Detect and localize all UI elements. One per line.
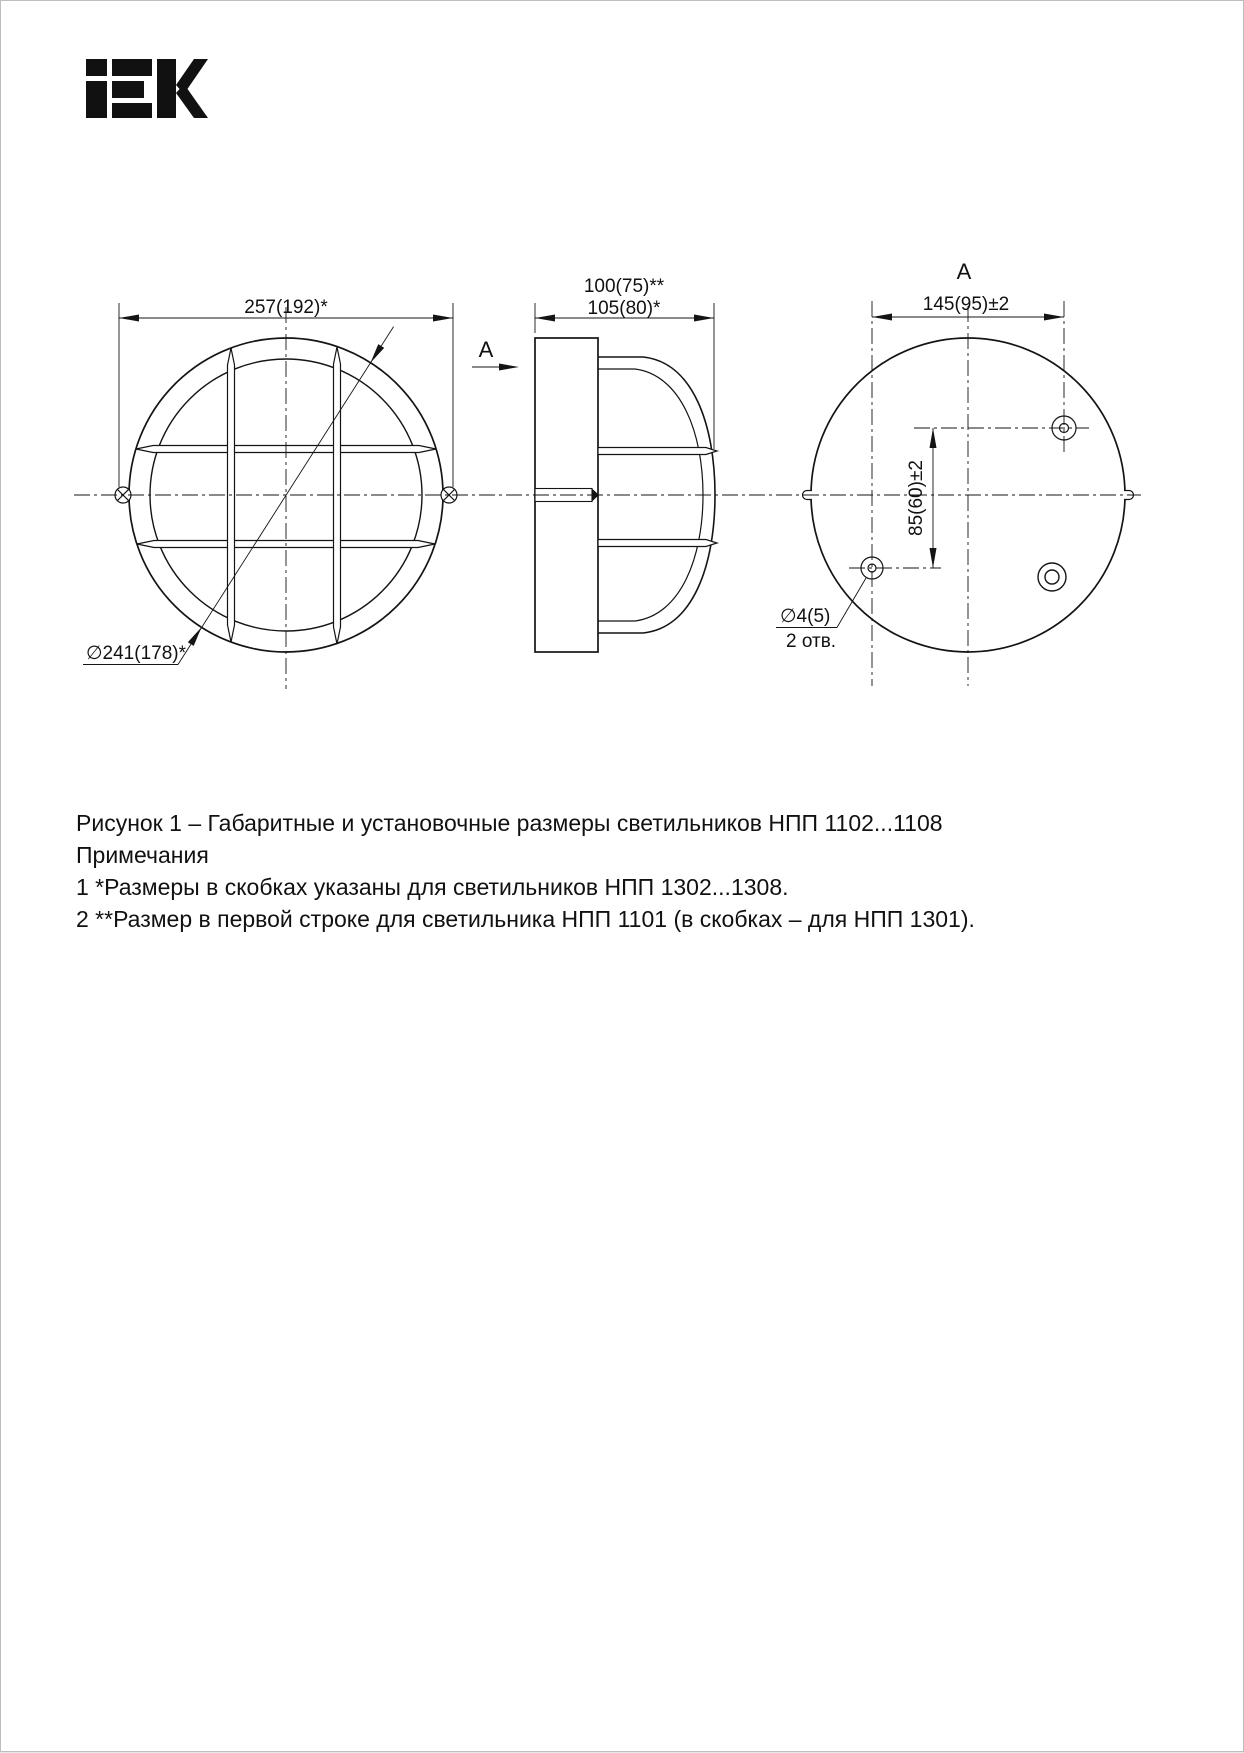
side-grill-bar-lower (598, 540, 717, 547)
dimension-arrow-right (1044, 314, 1064, 321)
dimension-arrow-up (930, 428, 937, 448)
dimension-arrow-left (535, 315, 555, 322)
dimension-arrow-left (872, 314, 892, 321)
side-depth-dim-label-line1: 100(75)** (583, 276, 665, 297)
logo-i-dot (86, 59, 107, 76)
side-view-direction-label: A (478, 337, 494, 362)
side-grill-bar-upper (598, 448, 717, 455)
logo-k-lower-arm (176, 84, 208, 118)
front-view (83, 303, 457, 689)
diameter-arrow-upper (371, 344, 385, 363)
front-width-dim-label: 257(192)* (244, 297, 328, 318)
dimension-arrow-left (119, 315, 139, 322)
logo-e-top-bar (112, 59, 152, 76)
technical-drawing (1, 1, 1244, 1753)
logo-k-stem (157, 59, 176, 118)
caption-block (76, 810, 975, 932)
view-direction-arrow (472, 364, 519, 371)
front-grill-bar-vertical-right (334, 347, 341, 644)
caption-note2: 2 **Размер в первой строке для светильника НПП 1101 (в скобках – для НПП 1301). (76, 906, 975, 932)
rear-view (776, 301, 1134, 686)
rear-cable-entry-hole (1038, 563, 1066, 591)
caption-note1: 1 *Размеры в скобках указаны для светильников НПП 1302...1308. (76, 874, 789, 900)
side-depth-dim-label-line2: 105(80)* (587, 298, 661, 319)
rear-vertical-dimension (930, 428, 937, 568)
logo-e-bottom-bar (112, 103, 152, 118)
rear-view-title: A (956, 259, 972, 284)
rear-horizontal-dim-label: 145(95)±2 (922, 294, 1010, 315)
side-view (472, 303, 717, 652)
rear-hole-diameter-label: ∅4(5) (780, 606, 831, 627)
view-direction-arrowhead (499, 364, 519, 371)
diameter-arrow-lower (188, 627, 202, 646)
dimension-arrow-right (694, 315, 714, 322)
logo-e-mid-bar (112, 81, 144, 98)
iek-logo (86, 59, 208, 118)
rear-vertical-dim-label: 85(60)±2 (906, 460, 927, 536)
caption-figure-line: Рисунок 1 – Габаритные и установочные размеры светильников НПП 1102...1108 (76, 810, 943, 836)
logo-i-bar (86, 81, 107, 118)
caption-notes-title: Примечания (76, 842, 209, 868)
dimension-arrow-down (930, 548, 937, 568)
front-diameter-label: ∅241(178)* (86, 643, 187, 664)
dimension-arrow-right (433, 315, 453, 322)
rear-hole-count-label: 2 отв. (786, 631, 837, 652)
